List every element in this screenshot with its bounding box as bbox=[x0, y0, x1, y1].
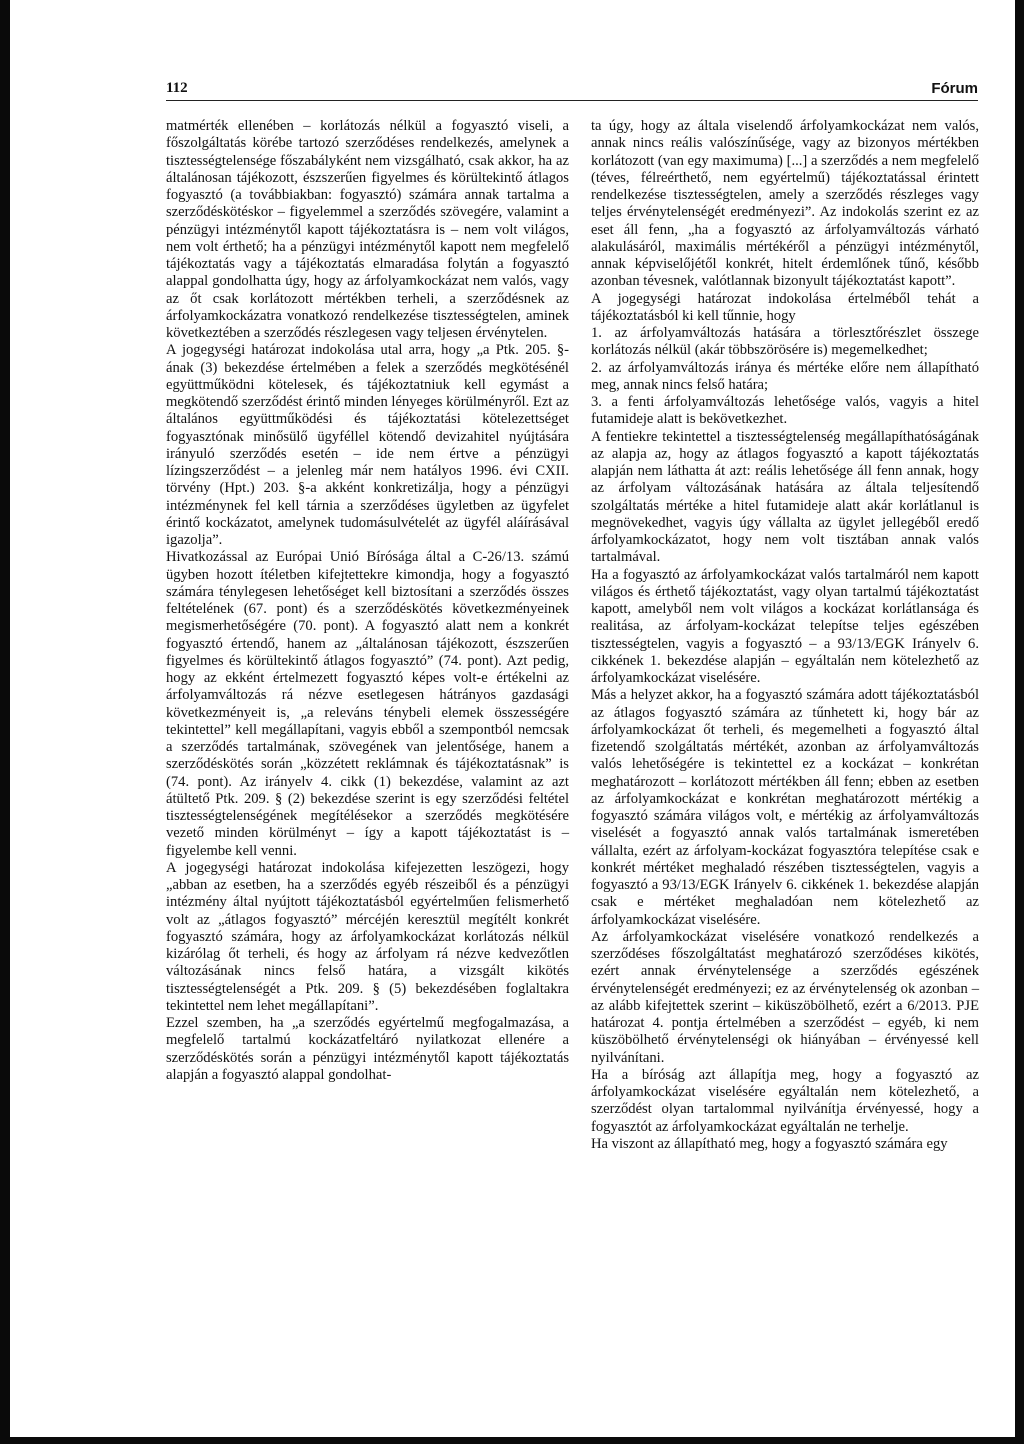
paragraph: Az árfolyamkockázat viselésére vonatkozó rendelkezés a szerződéses főszolgáltatást meghatározó szerződéses kikötés, ezért annak érvénytelensége a szerződés egészének érvénytelenségét eredményezi; ez az érvénytelenség ok azonban – az alább kifejtettek szerint – kiküszöbölhető, ezért a 6/2013. PJE határozat 4. pontja értelmében a szerződést – egyéb, ki nem küszöbölhető érvénytelenségi ok hiányában – érvényessé kell nyilvánítani. bbox=[591, 928, 979, 1066]
paragraph: A jogegységi határozat indokolása utal arra, hogy „a Ptk. 205. §-ának (3) bekezdése értelmében a felek a szerződés megkötésénél együttműködni kötelesek, és tájékoztatniuk kell egymást a megkötendő szerződést érintő minden lényeges körülményről. Ezt az általános együttműködési és tájékoztatási kötelezettséget fogyasztónak minősülő ügyféllel kötendő devizahitel nyújtására irányuló szerződés esetén – ide nem értve a pénzügyi lízingszerződést – a jelenleg már nem hatályos 1996. évi CXII. törvény (Hpt.) 203. §-a akként konkretizálja, hogy a pénzügyi intézménynek fel kell tárnia a szerződéses ügyletben az ügyfelet érintő kockázatot, amelynek tudomásulvételét az ügyfél aláírásával igazolja”. bbox=[166, 342, 569, 548]
list-item: 1. az árfolyamváltozás hatására a törlesztőrészlet összege korlátozás nélkül (akár többszörösére is) megemelkedhet; bbox=[591, 325, 979, 359]
paragraph: matmérték ellenében – korlátozás nélkül a fogyasztó viseli, a főszolgáltatás körébe tartozó szerződéses rendelkezés, amelynek a tisztességtelensége főszabályként nem vizsgálható, csak akkor, ha az általánosan tájékozott, észszerűen figyelmes és körültekintő átlagos fogyasztó (a továbbiakban: fogyasztó) számára annak tartalma a szerződéskötéskor – figyelemmel a szerződés szövegére, valamint a pénzügyi intézménytől kapott tájékoztatásra is – nem volt világos, nem volt érthető; ha a pénzügyi intézménytől kapott nem megfelelő tájékoztatás vagy a tájékoztatás elmaradása folytán a fogyasztó alappal gondolhatta úgy, hogy az árfolyamkockázat nem valós, vagy az őt csak korlátozott mértékben terheli, a szerződésnek az árfolyamkockázatra vonatkozó rendelkezése tisztességtelen, aminek következtében a szerződés részlegesen vagy teljesen érvénytelen. bbox=[166, 118, 569, 341]
paragraph: A jogegységi határozat indokolása kifejezetten leszögezi, hogy „abban az esetben, ha a szerződés egyéb részeiből és a pénzügyi intézmény által nyújtott tájékoztatásból egyértelműen felismerhető volt az „átlagos fogyasztó” mércéjén keresztül megítélt konkrét fogyasztó számára, hogy az árfolyamkockázat korlátozás nélkül kizárólag őt terheli, és hogy az árfolyam rá nézve kedvezőtlen változásának nincs felső határa, a vizsgált kikötés tisztességtelenségét a Ptk. 209. § (5) bekezdésében foglaltakra tekintettel nem lehet megállapítani”. bbox=[166, 859, 569, 1014]
scan-edge-bottom bbox=[0, 1437, 1024, 1444]
paragraph: Ha viszont az állapítható meg, hogy a fogyasztó számára egy bbox=[591, 1135, 948, 1152]
list-item: 3. a fenti árfolyamváltozás lehetősége valós, vagyis a hitel futamideje alatt is bekövetkezhet. bbox=[591, 394, 979, 428]
paragraph: ta úgy, hogy az általa viselendő árfolyamkockázat nem valós, annak nincs reális valószínűsége, vagy az bizonyos mértékben korlátozott (van egy maximuma) [...] a szerződés a nem megfelelő (téves, félreérthető, nem egyértelmű) tájékoztatással érintett rendelkezése tisztességtelen, amely a szerződés részleges vagy teljes érvénytelenségét eredményezi”. Az indokolás szerint ez az eset áll fenn, „ha a fogyasztó az árfolyamváltozás várható alakulásáról, maximális mértékéről a pénzügyi intézménytől, annak képviselőjétől konkrét, hitelt érdemlőnek tűnő, később azonban tévesnek, valótlannak bizonyult tájékoztatást kapott”. bbox=[591, 118, 979, 290]
page-header bbox=[166, 80, 978, 101]
list-item: 2. az árfolyamváltozás iránya és mértéke előre nem állapítható meg, annak nincs felső határa; bbox=[591, 359, 979, 393]
paragraph: Ezzel szemben, ha „a szerződés egyértelmű megfogalmazása, a megfelelő tartalmú kockázatfeltáró nyilatkozat ellenére a szerződéskötés során a pénzügyi intézménytől kapott tájékoztatás alapján a fogyasztó alappal gondolhat- bbox=[166, 1015, 569, 1083]
paragraph: Ha a fogyasztó az árfolyamkockázat valós tartalmáról nem kapott világos és érthető tájékoztatást, vagy olyan tartalmú tájékoztatást kapott, amelyből nem volt világos a kockázat korlátlansága és realitása, az árfolyam-kockázat telepítse teljes egészében tisztességtelen, vagyis a fogyasztó – a 93/13/EGK Irányelv 6. cikkének 1. bekezdése alapján – egyáltalán nem kötelezhető az árfolyamkockázat viselésére. bbox=[591, 566, 979, 686]
paragraph: Más a helyzet akkor, ha a fogyasztó számára adott tájékoztatásból az átlagos fogyasztó számára az tűnhetett ki, hogy bár az árfolyamkockázat őt terheli, és megemelheti a fogyasztó által fizetendő szolgáltatás mértékét, azonban az árfolyamváltozás valós lehetőségére is tekintettel ez a kockázat – konkrétan meghatározott – korlátozott mértékben áll fenn; ebben az esetben az árfolyamkockázat e konkrétan meghatározott mértékig a fogyasztó számára világos volt, e mértékig az árfolyamváltozás viselését a fogyasztó annak valós tartalmának ismeretében vállalta, ezért az árfolyam-kockázat fogyasztóra telepítése csak e konkrét mértéket meghaladó részében tisztességtelen, vagyis a fogyasztó a 93/13/EGK Irányelv 6. cikkének 1. bekezdése alapján csak e mértéket meghaladóan nem kötelezhető az árfolyamkockázat viselésére. bbox=[591, 687, 979, 928]
left-column bbox=[166, 118, 569, 1084]
scan-edge-left bbox=[0, 0, 10, 1444]
scan-edge-right bbox=[1015, 0, 1024, 1444]
paragraph: A jogegységi határozat indokolása értelméből tehát a tájékoztatásból ki kell tűnnie, hogy bbox=[591, 290, 979, 324]
paragraph: A fentiekre tekintettel a tisztességtelenség megállapíthatóságának az alapja az, hogy az átlagos fogyasztó a kapott tájékoztatás alapján nem láthatta át azt: reális lehetősége áll fenn annak, hogy az árfolyam változásának hatására az általa teljesítendő szolgáltatás mértéke a hitel futamideje alatt akár korlátlanul is megnövekedhet, vagyis úgy vállalta az ügylet jellegéből eredő árfolyamkockázatot, hogy nem volt tisztában annak valós tartalmával. bbox=[591, 428, 979, 566]
paragraph: Hivatkozással az Európai Unió Bírósága által a C-26/13. számú ügyben hozott ítéletben kifejtettekre kimondja, hogy a fogyasztó számára ténylegesen lehetőséget kell biztosítani a szerződés összes feltételének (67. pont) és a szerződéskötés következményeinek megismerhetőségére (70. pont). A fogyasztó alatt nem a konkrét fogyasztó értendő, hanem az „általánosan tájékozott, észszerűen figyelmes és körültekintő átlagos fogyasztó” (74. pont). Azt pedig, hogy az ekként értelmezett fogyasztó képes volt-e értékelni az árfolyamváltozás rá nézve esetlegesen hátrányos gazdasági következményeit is, „a releváns ténybeli elemek összességére tekintettel” kell megállapítani, vagyis ebből a szempontból nemcsak a szerződés tartalmának, szövegének van jelentősége, hanem a szerződéskötés során „közzétett reklámnak és tájékoztatásnak” is (74. pont). Az irányelv 4. cikk (1) bekezdése, valamint az azt átültető Ptk. 209. § (2) bekezdése szerint is egy szerződési feltétel tisztességtelenségének megítélésekor a szerződés megkötésére vezető minden körülményt – így a kapott tájékoztatást is – figyelembe kell venni. bbox=[166, 549, 569, 859]
journal-name: Fórum bbox=[931, 80, 978, 97]
paragraph: Ha a bíróság azt állapítja meg, hogy a fogyasztó az árfolyamkockázat viselésére egyáltalán nem kötelezhető, a szerződést olyan tartalommal nyilvánítja érvényessé, hogy a fogyasztót az árfolyamkockázat egyáltalán ne terhelje. bbox=[591, 1066, 979, 1135]
right-column bbox=[591, 118, 979, 1153]
page-number: 112 bbox=[166, 80, 188, 96]
